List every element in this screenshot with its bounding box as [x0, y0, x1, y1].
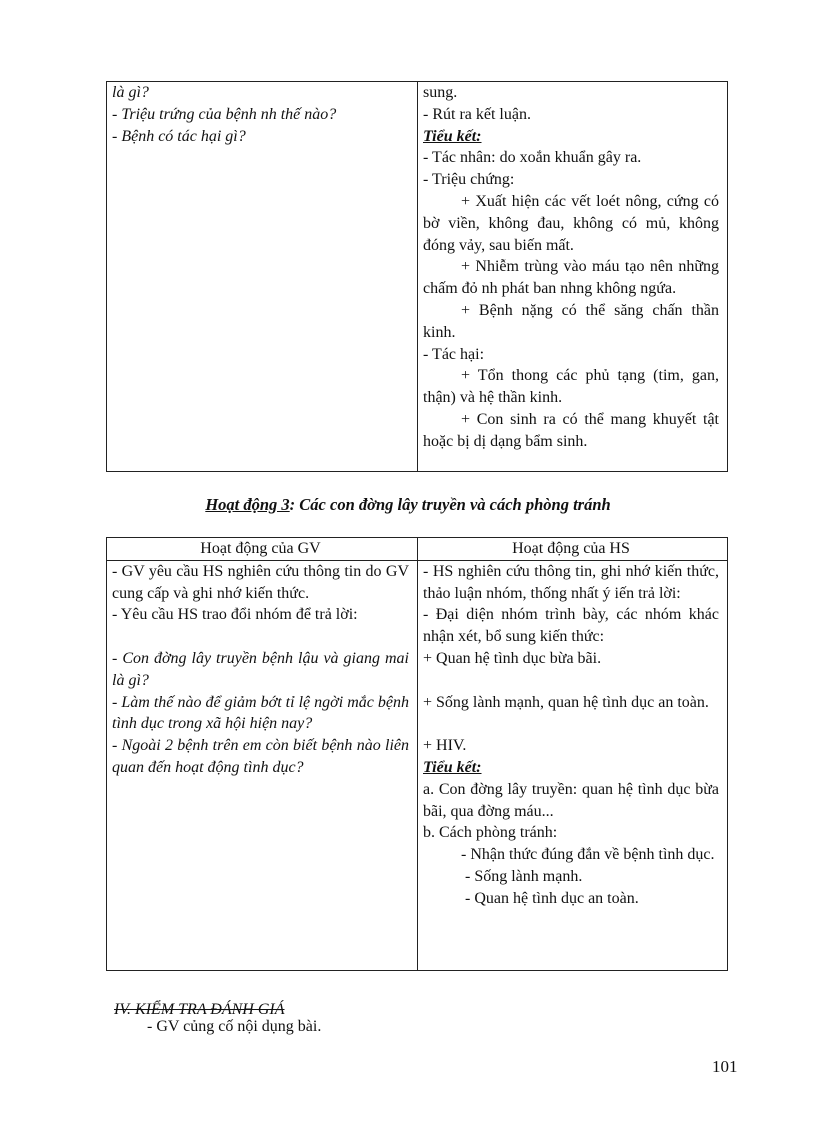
tieu-ket-label: Tiểu kết: — [423, 127, 482, 145]
trieu-chung-line: - Triệu chứng: — [423, 171, 515, 189]
harm-paragraph: + Con sinh ra có thể mang khuyết tật hoặc bị dị dạng bẩm sinh. — [423, 410, 719, 450]
question: - Con đờng lây truyền bệnh lậu và giang mai là gì? — [112, 649, 409, 689]
summary-line: - Nhận thức đúng đắn về bệnh tình dục. — [461, 846, 715, 864]
hs-cell — [418, 560, 728, 970]
section-iv-line: - GV củng cố nội dụng bài. — [147, 1018, 322, 1035]
answer: + HIV. — [423, 737, 467, 755]
table1-right-cell — [418, 82, 728, 472]
table1-left-line: - Triệu trứng của bệnh nh thế nào? — [112, 105, 337, 123]
section-heading-hoat-dong-3 — [0, 494, 816, 516]
section-label: Hoạt động 3 — [205, 495, 290, 514]
header-gv: Hoạt động của GV — [107, 538, 418, 561]
summary-line: b. Cách phòng tránh: — [423, 824, 558, 842]
table1-left-line: là gì? — [112, 84, 149, 101]
tac-hai-line: - Tác hại: — [423, 345, 485, 363]
harm-paragraph: + Tổn thong các phủ tạng (tim, gan, thận) và hệ thần kinh. — [423, 367, 719, 407]
answer: + Quan hệ tình dục bừa bãi. — [423, 649, 602, 667]
gv-cell — [107, 560, 418, 970]
hs-paragraph: - HS nghiên cứu thông tin, ghi nhớ kiến thức, thảo luận nhóm, thống nhất ý iến trả lời: — [423, 562, 719, 602]
summary-line: - Sống lành mạnh. — [465, 867, 583, 885]
summary-line: - Quan hệ tình dục an toàn. — [465, 889, 639, 907]
section-iv-title: IV. KIỂM TRA ĐÁNH GIÁ — [114, 1001, 285, 1018]
symptom-paragraph: + Bệnh nặng có thể săng chấn thần kinh. — [423, 301, 719, 341]
table-continuation — [106, 81, 728, 472]
table1-left-cell — [107, 82, 418, 472]
gv-paragraph: - Yêu cầu HS trao đổi nhóm để trả lời: — [112, 606, 358, 624]
question: - Làm thế nào để giảm bớt tỉ lệ ngời mắc bệnh tình dục trong xã hội hiện nay? — [112, 693, 409, 733]
gv-paragraph: - GV yêu cầu HS nghiên cứu thông tin do GV cung cấp và ghi nhớ kiến thức. — [112, 562, 409, 602]
tac-nhan-line: - Tác nhân: do xoắn khuẩn gây ra. — [423, 149, 642, 167]
summary-line: a. Con đờng lây truyền: quan hệ tình dục bừa bãi, qua đờng máu... — [423, 780, 719, 820]
spacer — [112, 626, 409, 648]
symptom-paragraph: + Nhiễm trùng vào máu tạo nên những chấm đỏ nh phát ban nhng không ngứa. — [423, 258, 719, 298]
page-number: 101 — [712, 1057, 738, 1076]
hs-paragraph: - Đại diện nhóm trình bày, các nhóm khác nhận xét, bổ sung kiến thức: — [423, 606, 719, 646]
spacer — [423, 670, 719, 692]
spacer — [423, 713, 719, 735]
table1-line: - Rút ra kết luận. — [423, 105, 531, 123]
section-title: : Các con đờng lây truyền và cách phòng tránh — [289, 495, 611, 514]
table1-line: sung. — [423, 84, 458, 101]
table1-left-line: - Bệnh có tác hại gì? — [112, 127, 246, 145]
tieu-ket-label: Tiểu kết: — [423, 758, 482, 776]
answer: + Sống lành mạnh, quan hệ tình dục an toàn. — [423, 693, 709, 711]
question: - Ngoài 2 bệnh trên em còn biết bệnh nào liên quan đến hoạt động tình dục? — [112, 737, 409, 776]
activities-table — [106, 537, 728, 971]
header-hs: Hoạt động của HS — [418, 538, 728, 561]
symptom-paragraph: + Xuất hiện các vết loét nông, cứng có bờ viền, không đau, không có mủ, không đóng vảy, sau biến mất. — [423, 192, 719, 254]
